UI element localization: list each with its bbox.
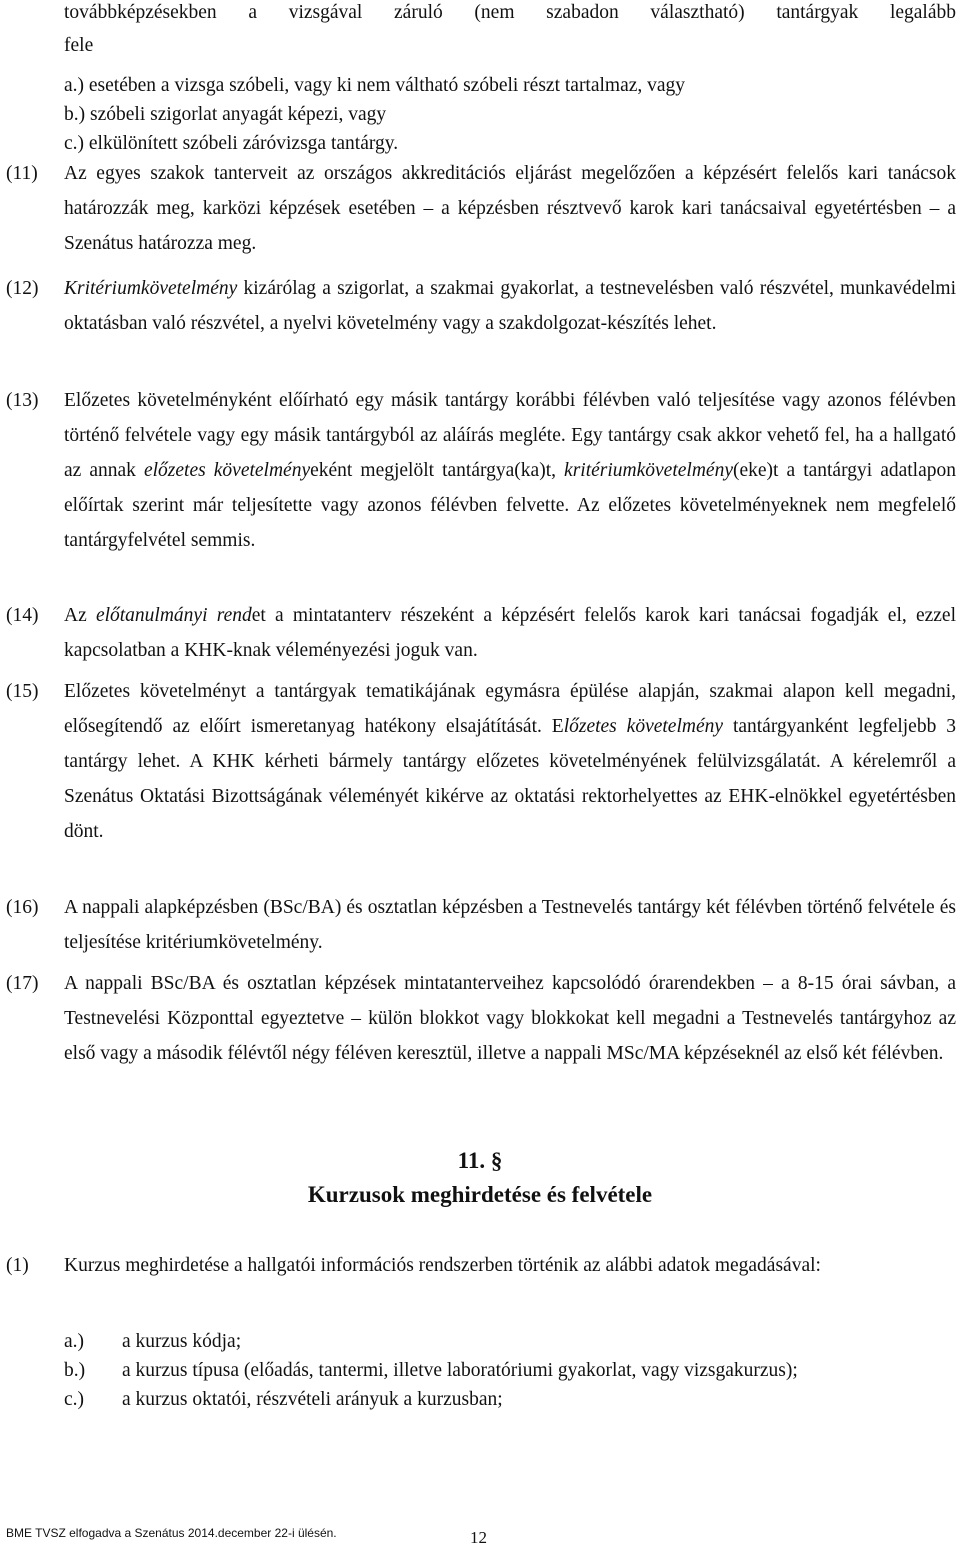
intro-line-1: továbbképzésekben a vizsgával záruló (nem szabadon választható) tantárgyak legalább — [64, 2, 956, 23]
paragraph-number: (11) — [6, 163, 38, 184]
footer-text: BME TVSZ elfogadva a Szenátus 2014.december 22-i ülésén. — [6, 1526, 337, 1540]
paragraph-text: Az előtanulmányi rendet a mintatanterv részeként a képzésért felelős karok kari tanácsai fogadják el, ezzel kapcsolatban a KHK-knak véleményezési joguk van. — [64, 605, 956, 661]
course-data-list — [64, 1327, 956, 1414]
paragraph-text: Kritériumkövetelmény kizárólag a szigorlat, a szakmai gyakorlat, a testnevelésben való részvétel, munkavédelmi oktatásban való részvétel, a nyelvi követelmény vagy a szakdolgozat-készítés lehet. — [64, 278, 956, 334]
page-number: 12 — [470, 1528, 487, 1547]
paragraph-text: Előzetes követelményként előírható egy másik tantárgy korábbi félévben való teljesítése vagy azonos félévben történő felvétele vagy egy másik tantárgyból az aláírás megléte. Egy tantárgy csak akkor vehető fel, ha a hallgató az annak előzetes követelményeként megjelölt tantárgya(ka)t, kritériumkövetelmény(eke)t a tantárgyi adatlapon előírtak szerint már teljesítette vagy azonos félévben felvette. Az előzetes követelményeknek nem megfelelő tantárgyfelvétel semmis. — [64, 390, 957, 551]
paragraph-number: (14) — [6, 605, 39, 626]
section-title: Kurzusok meghirdetése és felvétele — [307, 1182, 653, 1207]
paragraph-number: (16) — [6, 897, 39, 918]
paragraph-text: A nappali BSc/BA és osztatlan képzések mintatanterveihez kapcsolódó órarendekben – a 8-15 órai sávban, a Testnevelési Központtal egyeztetve – külön blokkot vagy blokkokat kell megadni a Testnevelés tantárgyhoz az első vagy a második félévtől négy féléven keresztül, illetve a nappali MSc/MA képzéseknél az első két félévben. — [64, 973, 956, 1064]
paragraph-text: Az egyes szakok tanterveit az országos akkreditációs eljárást megelőzően a képzésért felelős kari tanácsok határozzák meg, karközi képzések esetében – a képzésben résztvevő karok kari tanácsaival egyetértésben – a Szenátus határozza meg. — [64, 163, 956, 254]
paragraph-text: Előzetes követelményt a tantárgyak tematikájának egymásra épülése alapján, szakmai alapon kell megadni, elősegítendő az előírt ismeretanyag hatékony elsajátítását. Előzetes követelmény tantárgyanként legfeljebb 3 tantárgy lehet. A KHK kérheti bármely tantárgy előzetes követelményének felülvizsgálatát. A kérelemről a Szenátus Oktatási Bizottságának véleményét kikérve az oktatási rektorhelyettes az EHK-elnökkel egyetértésben dönt. — [64, 681, 956, 842]
paragraph-number: (12) — [6, 278, 39, 299]
paragraph-number: (1) — [6, 1255, 29, 1276]
intro-item-c: c.) elkülönített szóbeli záróvizsga tantárgy. — [64, 133, 399, 154]
paragraph-number: (17) — [6, 973, 39, 994]
intro-item-a: a.) esetében a vizsga szóbeli, vagy ki nem váltható szóbeli részt tartalmaz, vagy — [64, 75, 686, 96]
list-item: c.) a kurzus oktatói, részvételi arányuk a kurzusban; — [64, 1389, 503, 1410]
list-item: b.) a kurzus típusa (előadás, tantermi, illetve laboratóriumi gyakorlat, vagy vizsgakurzus); — [64, 1360, 798, 1381]
paragraph-text: Kurzus meghirdetése a hallgatói információs rendszerben történik az alábbi adatok megadásával: — [64, 1255, 821, 1276]
intro-line-2: fele — [64, 35, 94, 56]
paragraph-text: A nappali alapképzésben (BSc/BA) és osztatlan képzésben a Testnevelés tantárgy két félévben történő felvétele és teljesítése kritériumkövetelmény. — [64, 897, 956, 953]
intro-item-b: b.) szóbeli szigorlat anyagát képezi, vagy — [64, 104, 387, 125]
section-number: 11. § — [457, 1148, 503, 1173]
list-item: a.) a kurzus kódja; — [64, 1331, 242, 1352]
paragraph-number: (15) — [6, 681, 39, 702]
paragraph-number: (13) — [6, 390, 39, 411]
